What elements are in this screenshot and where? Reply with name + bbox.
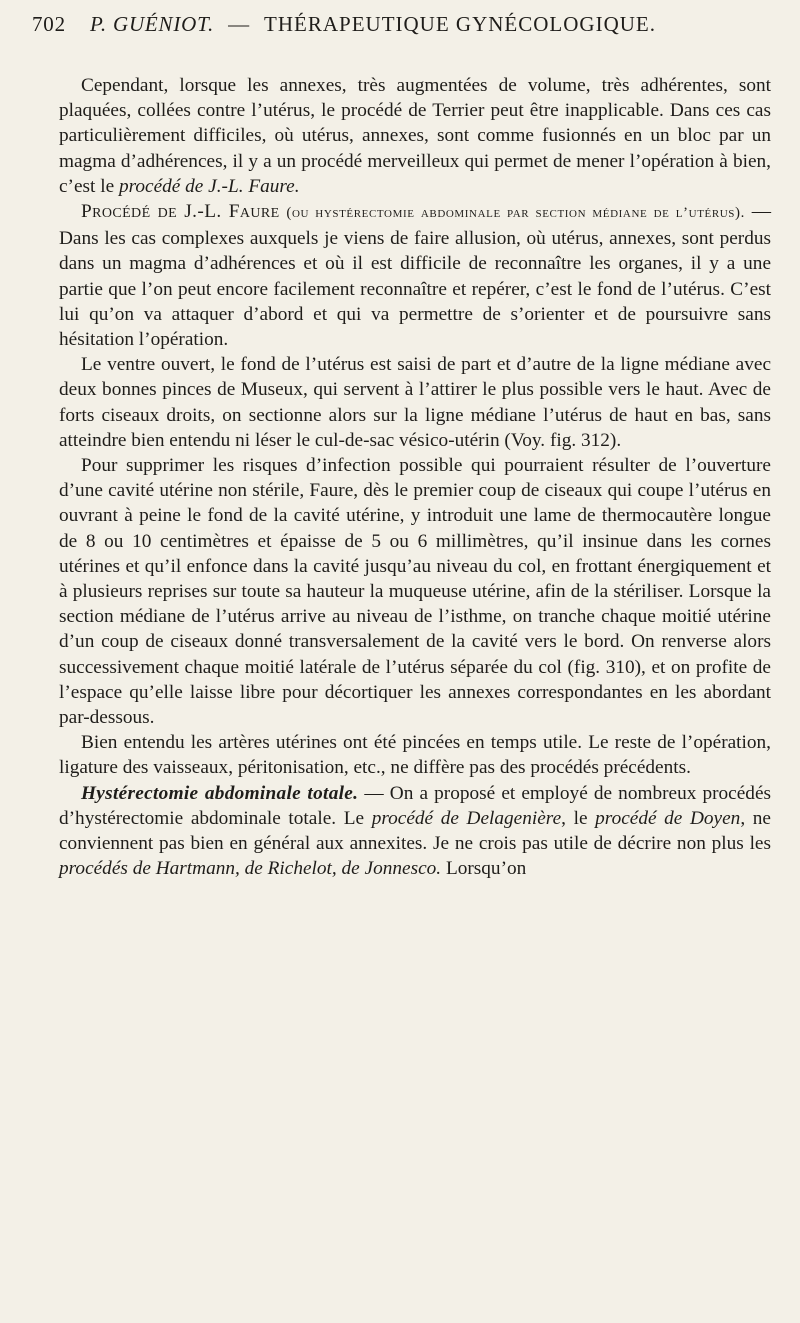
text-run: Le ventre ouvert, le fond de l’utérus est saisi de part et d’autre de la ligne médiane avec deux bonnes pinces de Museux, qui servent à l’attirer le plus possible vers le haut. Avec de forts ciseaux droits, on sectionne alors sur la ligne médiane l’utérus de haut en bas, sans atteindre bien entendu ni léser le cul-de-sac vésico-utérin (Voy. fig. 312). — [59, 354, 771, 451]
section-subheading: (ou hystérectomie abdominale par section médiane de l’utérus). — [286, 205, 745, 222]
text-run: Pour supprimer les risques d’infection possible qui pourraient résulter de l’ouverture d’une cavité utérine non stérile, Faure, dès le premier coup de ciseaux qui coupe l’utérus en ouvrant à peine le fond de la cavité utérine, y introduit une lame de thermocautère longue de 8 ou 10 centimètres et épaisse de 5 ou 6 millimètres, qu’il insinue dans les cornes utérines et qu’il enfonce dans la cavité jusqu’au niveau du col, en frottant énergiquement et à plusieurs reprises sur toute sa hauteur la muqueuse utérine, afin de la stériliser. Lorsque la section médiane de l’utérus arrive au niveau de l’isthme, on tranche chaque moitié utérine d’un coup de ciseaux donné transversalement de la cavité vers le bord. On renverse alors successivement chaque moitié latérale de l’utérus séparée du col (fig. 310), et on profite de l’espace qu’elle laisse libre pour décortiquer les annexes correspondantes en les abordant par-dessous. — [59, 455, 771, 729]
paragraph-hysterectomie-totale — [59, 781, 771, 882]
text-run: Lorsqu’on — [441, 858, 527, 880]
section-heading: Hystérectomie abdominale totale. — [81, 782, 359, 804]
text-run: Bien entendu les artères utérines ont été pincées en temps utile. Le reste de l’opération, ligature des vaisseaux, péritonisation, etc., ne diffère pas des procédés précédents. — [59, 732, 771, 779]
text-run: , ne conviennent pas bien en général aux annexites. Je ne crois pas utile de décrire non plus les — [59, 807, 771, 855]
text-run: , le — [561, 807, 596, 829]
procedure-name: procédé de J.-L. Faure. — [118, 175, 300, 197]
text-run: — On a proposé et employé de nombreux procédés d’hystérectomie abdominale totale. Le — [59, 782, 772, 829]
paragraph-ventre-ouvert — [59, 352, 771, 453]
author-name: P. GUÉNIOT. — [89, 12, 215, 36]
section-heading: Procédé de J.-L. Faure — [81, 201, 280, 223]
procedure-name: procédé de Doyen — [595, 807, 741, 829]
body-text — [59, 73, 771, 882]
text-run: Cependant, lorsque les annexes, très augmentées de volume, très adhérentes, sont plaquées, collées contre l’utérus, le procédé de Terrier peut être inapplicable. Dans ces cas particulièrement difficiles, où utérus, annexes, sont comme fusionnés en un bloc par un magma d’adhérences, il y a un procédé merveilleux qui permet de mener l’opération à bien, c’est le — [59, 75, 771, 197]
page-number: 702 — [32, 12, 66, 36]
paragraph-arteres — [59, 730, 771, 780]
book-title: THÉRAPEUTIQUE GYNÉCOLOGIQUE. — [264, 12, 656, 36]
procedure-name: procédé de Delagenière — [371, 807, 562, 829]
text-run: — Dans les cas complexes auxquels je viens de faire allusion, où utérus, annexes, sont perdus dans un magma d’adhérences et où il est difficile de reconnaître les organes, il y a une partie que l’on peut encore facilement reconnaître et repérer, c’est le fond de l’utérus. C’est lui qu’on va attaquer d’abord et qui va permettre de s’orienter et de poursuivre sans hésitation l’opération. — [59, 201, 772, 351]
procedure-name: procédés de Hartmann, de Richelot, de Jonnesco. — [59, 858, 442, 880]
header-dash: — — [228, 12, 250, 36]
paragraph-faure-procedure — [59, 199, 771, 352]
paragraph-infection — [59, 453, 771, 730]
paragraph-terrier-inapplicable — [59, 73, 771, 199]
running-header — [32, 12, 772, 40]
